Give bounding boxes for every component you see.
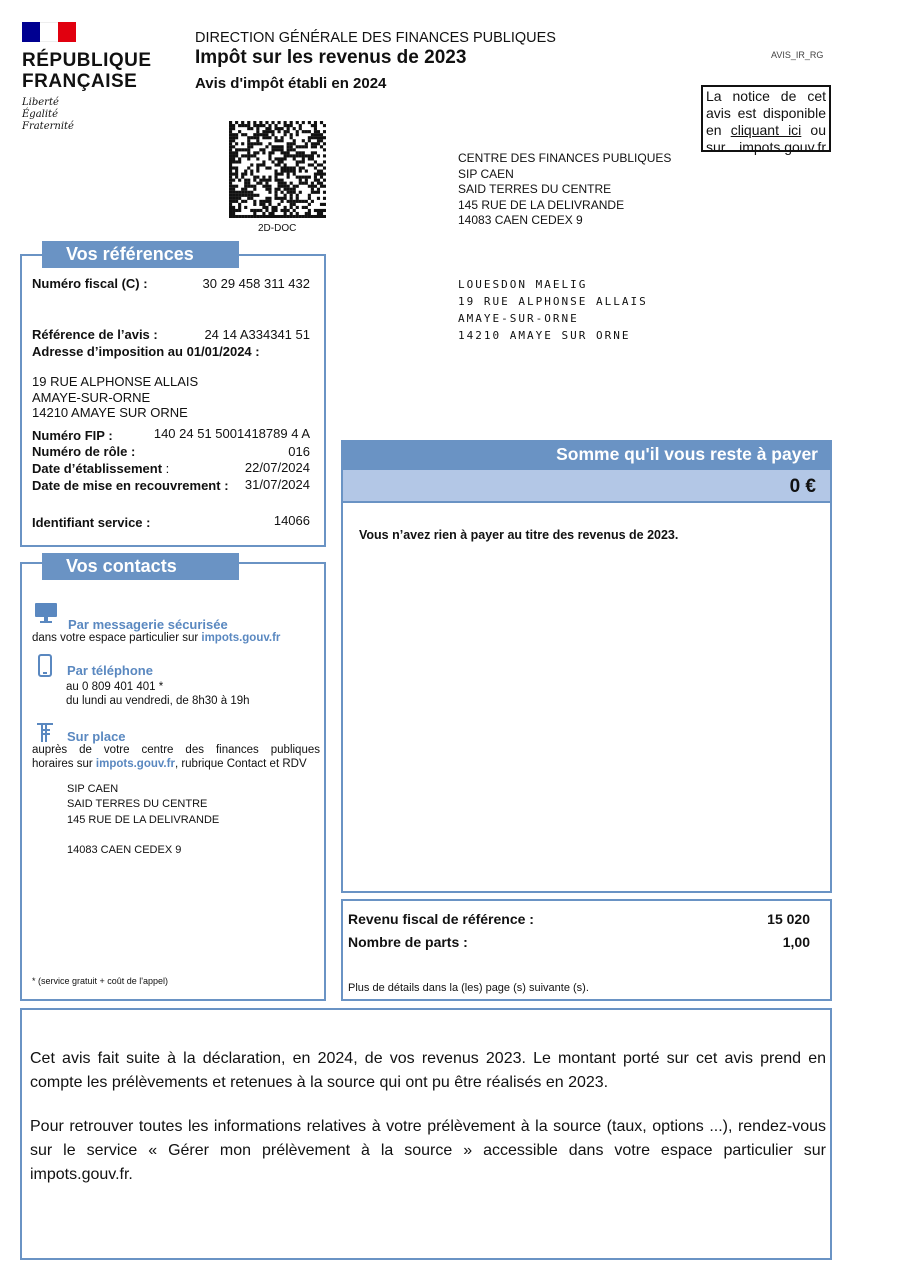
barcode-icon	[229, 121, 326, 218]
tax-address-line: 14210 AMAYE SUR ORNE	[32, 405, 188, 420]
logo-line2: FRANÇAISE	[22, 71, 138, 92]
payment-header	[341, 440, 832, 468]
fiscal-number-label: Numéro fiscal (C) :	[32, 276, 148, 291]
rfr-value: 15 020	[767, 911, 810, 927]
french-flag-icon	[22, 22, 76, 42]
office-line: SIP CAEN	[458, 166, 514, 181]
sur-place-address-line	[67, 828, 219, 843]
payment-message: Vous n’avez rien à payer au titre des revenus de 2023.	[359, 528, 679, 542]
sur-place-text1: auprès de votre centre des finances publiques	[32, 744, 320, 756]
fiscal-number-value: 30 29 458 311 432	[202, 276, 310, 291]
notice-line4: sur impots.gouv.fr	[706, 139, 826, 155]
notice-line1: La notice de cet	[706, 88, 826, 104]
republique-logo	[22, 22, 152, 137]
service-id-label: Identifiant service :	[32, 515, 151, 530]
date-value: 22/07/2024	[244, 460, 310, 475]
date-label-wrap	[32, 461, 169, 476]
recouvrement-label: Date de mise en recouvrement :	[32, 478, 229, 493]
info-paragraph-1: Cet avis fait suite à la déclaration, en 2024, de vos revenus 2023. Le montant porté sur cet avis prend en compte les prélèvements et retenues à la source qui ont pu être réalisés en 2023.	[30, 1050, 826, 1091]
sur-place-address-line: 14083 CAEN CEDEX 9	[67, 843, 182, 856]
recipient-address	[458, 276, 648, 344]
tax-address	[32, 374, 198, 421]
office-line: SAID TERRES DU CENTRE	[458, 182, 612, 196]
phone-icon	[37, 654, 53, 678]
messagerie-link[interactable]: impots.gouv.fr	[201, 632, 281, 644]
role-value: 016	[288, 444, 310, 459]
avis-reference-label: Référence de l’avis :	[32, 327, 158, 342]
recipient-line: LOUESDON MAELIG	[458, 278, 588, 291]
fip-label: Numéro FIP :	[32, 428, 113, 443]
page-subtitle: Avis d'impôt établi en 2024	[195, 75, 387, 92]
rfr-label: Revenu fiscal de référence :	[348, 911, 534, 927]
notice-line2: avis est disponible	[706, 105, 826, 121]
payment-amount: 0 €	[789, 476, 816, 497]
messagerie-text: dans votre espace particulier sur impots.gouv.fr	[32, 632, 281, 644]
office-line: 14083 CAEN CEDEX 9	[458, 213, 583, 227]
sur-place-address	[67, 782, 219, 858]
info-paragraph-2: Pour retrouver toutes les informations relatives à votre prélèvement à la source (taux, options ...), rendez-vous sur le service « Gérer mon prélèvement à la source » accessible dans votre espace particulier sur impots.gouv.fr.	[30, 1118, 826, 1183]
contacts-footnote: * (service gratuit + coût de l'appel)	[32, 976, 169, 986]
date-label: Date d’établissement	[32, 461, 163, 476]
sur-place-title: Sur place	[67, 729, 126, 744]
telephone-number[interactable]: au 0 809 401 401 *	[66, 681, 164, 693]
sur-place-link[interactable]: impots.gouv.fr	[95, 758, 175, 770]
date-label-sep: :	[162, 461, 170, 476]
2d-doc-label: 2D-DOC	[258, 223, 297, 234]
sur-place-text2: horaires sur impots.gouv.fr, rubrique Contact et RDV	[32, 758, 307, 770]
recipient-line: 19 RUE ALPHONSE ALLAIS	[458, 295, 648, 308]
avis-reference-value: 24 14 A334341 51	[204, 327, 310, 342]
motto-liberte: Liberté	[22, 97, 59, 108]
parts-label: Nombre de parts :	[348, 934, 468, 950]
service-id-value: 14066	[273, 513, 310, 528]
contacts-tab: Vos contacts	[42, 553, 239, 580]
recipient-line: 14210 AMAYE SUR ORNE	[458, 329, 631, 342]
more-details-note: Plus de détails dans la (les) page (s) suivante (s).	[348, 982, 589, 994]
references-tab: Vos références	[42, 241, 239, 268]
messagerie-title[interactable]: Par messagerie sécurisée	[68, 617, 228, 632]
fip-value: 140 24 51 5001418789 4 A	[153, 426, 310, 441]
logo-line1: RÉPUBLIQUE	[22, 50, 152, 71]
computer-icon	[34, 602, 58, 624]
office-line: CENTRE DES FINANCES PUBLIQUES	[458, 151, 672, 165]
tax-address-line: AMAYE-SUR-ORNE	[32, 389, 151, 405]
recipient-line: AMAYE-SUR-ORNE	[458, 312, 579, 325]
public-finance-icon	[34, 721, 56, 743]
payment-title: Somme qu'il vous reste à payer	[556, 444, 818, 464]
office-line: 145 RUE DE LA DELIVRANDE	[458, 197, 625, 212]
recouvrement-value: 31/07/2024	[244, 477, 310, 492]
notice-line3: en cliquant ici ou	[706, 122, 827, 138]
motto-fraternite: Fraternité	[22, 121, 74, 132]
office-address	[458, 151, 671, 229]
telephone-hours: du lundi au vendredi, de 8h30 à 19h	[66, 695, 250, 707]
telephone-title: Par téléphone	[67, 663, 153, 678]
sur-place-address-line: 145 RUE DE LA DELIVRANDE	[67, 813, 220, 826]
motto-egalite: Égalité	[22, 109, 58, 120]
direction-label: DIRECTION GÉNÉRALE DES FINANCES PUBLIQUES	[195, 30, 556, 46]
role-label: Numéro de rôle :	[32, 444, 136, 459]
sur-place-address-line: SAID TERRES DU CENTRE	[67, 798, 208, 811]
payment-details-box	[341, 503, 832, 893]
parts-value: 1,00	[782, 934, 810, 950]
payment-amount-bar	[341, 468, 832, 503]
doc-code: AVIS_IR_RG	[771, 50, 824, 60]
notice-box	[701, 85, 831, 155]
page-title: Impôt sur les revenus de 2023	[195, 47, 467, 68]
2d-doc-barcode	[229, 121, 326, 218]
address-label: Adresse d’imposition au 01/01/2024 :	[32, 344, 260, 359]
tax-address-line: 19 RUE ALPHONSE ALLAIS	[32, 374, 199, 389]
notice-link[interactable]: cliquant ici	[730, 122, 802, 138]
sur-place-address-line: SIP CAEN	[67, 783, 119, 795]
